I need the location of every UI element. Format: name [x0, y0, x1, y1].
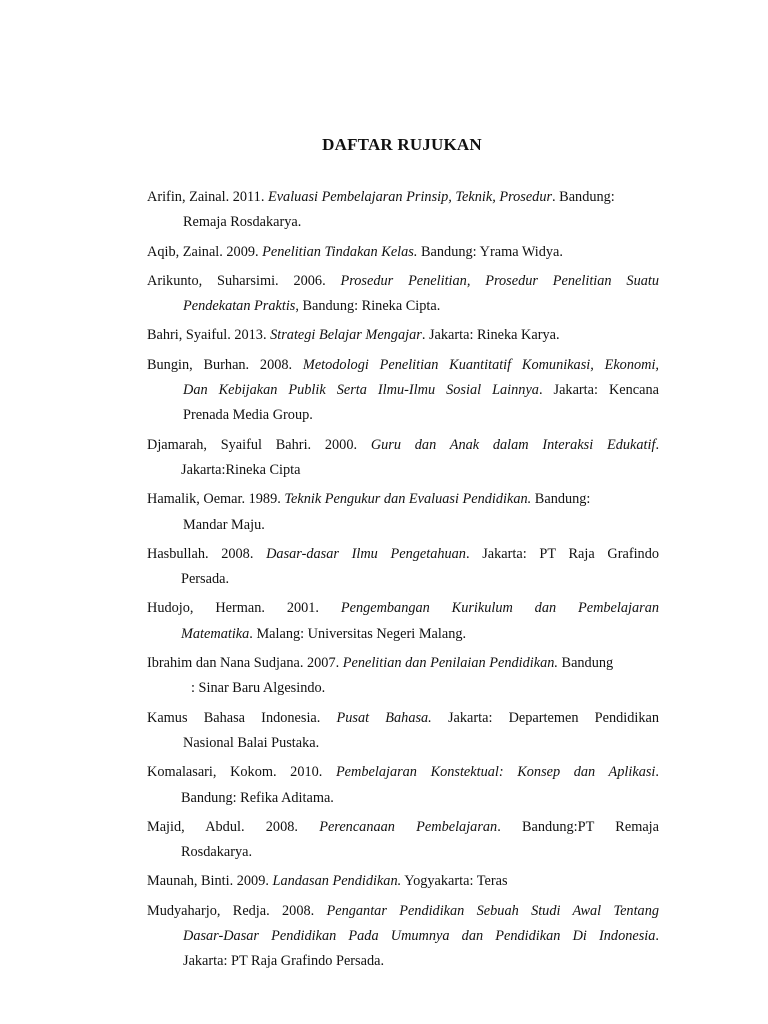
reference-title-text: Pusat Bahasa. [336, 709, 432, 726]
reference-line [147, 378, 659, 403]
reference-line [147, 786, 659, 811]
reference-text: Ibrahim dan Nana Sudjana. 2007. [147, 655, 343, 672]
reference-title-text: Pembelajaran Konstektual: Konsep dan Aplikasi [335, 764, 656, 781]
reference-text: Jakarta: Departemen Pendidikan [431, 709, 659, 726]
reference-title-text: Evaluasi Pembelajaran Prinsip, Teknik, Prosedur [267, 189, 553, 205]
reference-text: Arifin, Zainal. 2011. [147, 189, 268, 205]
reference-title-text: Prosedur Penelitian, Prosedur Penelitian Suatu [340, 272, 659, 289]
reference-text: Bandung [557, 655, 614, 672]
reference-title-text: Pengantar Pendidikan Sebuah Studi Awal Tentang [326, 902, 659, 919]
reference-text: Aqib, Zainal. 2009. [147, 243, 263, 260]
reference-text: Djamarah, Syaiful Bahri. 2000. [147, 436, 371, 453]
reference-text: Hamalik, Oemar. 1989. [147, 491, 285, 508]
reference-text: Nasional Balai Pustaka. [183, 734, 320, 751]
reference-title-text: Matematika [181, 625, 250, 642]
reference-line [147, 458, 659, 483]
reference-line [147, 210, 659, 235]
reference-text: Komalasari, Kokom. 2010. [147, 764, 336, 781]
reference-text: . [655, 436, 659, 453]
reference-entry [147, 815, 659, 866]
reference-line [147, 676, 659, 701]
reference-text: . Malang: Universitas Negeri Malang. [249, 625, 467, 642]
reference-line [147, 924, 659, 949]
reference-title-text: Dan Kebijakan Publik Serta Ilmu-Ilmu Sosial Lainnya [183, 382, 539, 399]
reference-title-text: Guru dan Anak dalam Interaksi Edukatif [370, 436, 656, 453]
reference-title-text: Perencanaan Pembelajaran [319, 818, 498, 835]
reference-entry [147, 323, 659, 348]
reference-line [147, 269, 659, 294]
reference-title-text: Dasar-dasar Ilmu Pengetahuan [266, 545, 466, 562]
reference-entry [147, 185, 659, 236]
reference-title-text: Pengembangan Kurikulum dan Pembelajaran [340, 600, 659, 617]
reference-line [147, 487, 659, 512]
reference-text: Jakarta:Rineka Cipta [181, 461, 301, 478]
reference-line [147, 706, 659, 731]
reference-entry [147, 269, 659, 320]
reference-entry [147, 487, 659, 538]
reference-text: Prenada Media Group. [183, 407, 313, 424]
reference-text: . [655, 764, 659, 781]
reference-entry [147, 353, 659, 429]
reference-title-text: Landasan Pendidikan. [272, 873, 402, 890]
reference-line [147, 353, 659, 378]
reference-line [147, 294, 659, 319]
reference-text: Maunah, Binti. 2009. [147, 873, 273, 890]
reference-line [147, 185, 659, 210]
reference-list [147, 185, 659, 979]
reference-entry [147, 899, 659, 975]
reference-entry [147, 760, 659, 811]
reference-text: Hudojo, Herman. 2001. [147, 600, 341, 617]
reference-text: . Bandung: [552, 189, 615, 205]
reference-text: Jakarta: PT Raja Grafindo Persada. [183, 953, 385, 970]
reference-text: Yogyakarta: Teras [401, 873, 508, 890]
reference-title-text: Pendekatan Praktis [183, 298, 296, 315]
reference-title-text: Metodologi Penelitian Kuantitatif Komunikasi, Ekonomi, [302, 356, 659, 373]
reference-entry [147, 433, 659, 484]
reference-line [147, 403, 659, 428]
reference-line [147, 596, 659, 621]
reference-line [147, 869, 659, 894]
reference-line [147, 240, 659, 265]
reference-entry [147, 869, 659, 894]
reference-text: . Jakarta: Rineka Karya. [421, 327, 560, 344]
reference-line [147, 622, 659, 647]
reference-line [147, 433, 659, 458]
reference-title-text: Strategi Belajar Mengajar [270, 327, 422, 344]
reference-title-text: Dasar-Dasar Pendidikan Pada Umumnya dan Pendidikan Di Indonesia [183, 928, 656, 945]
reference-line [147, 731, 659, 756]
reference-text: Remaja Rosdakarya. [183, 214, 302, 231]
reference-title-text: Teknik Pengukur dan Evaluasi Pendidikan. [284, 491, 532, 508]
reference-text: Bandung: Yrama Widya. [417, 243, 563, 260]
reference-title-text: Penelitian Tindakan Kelas. [262, 243, 418, 260]
reference-line [147, 567, 659, 592]
reference-text: Persada. [181, 571, 230, 588]
reference-entry [147, 651, 659, 702]
reference-line [147, 949, 659, 974]
reference-entry [147, 542, 659, 593]
reference-line [147, 840, 659, 865]
reference-text: Arikunto, Suharsimi. 2006. [147, 272, 341, 289]
reference-entry [147, 596, 659, 647]
reference-title-text: Penelitian dan Penilaian Pendidikan. [342, 655, 558, 672]
reference-line [147, 760, 659, 785]
reference-text: Mudyaharjo, Redja. 2008. [147, 902, 327, 919]
reference-line [147, 815, 659, 840]
reference-text: , Bandung: Rineka Cipta. [295, 298, 441, 315]
reference-text: . Jakarta: PT Raja Grafindo [465, 545, 659, 562]
reference-line [147, 651, 659, 676]
reference-text: . [655, 928, 659, 945]
reference-line [147, 899, 659, 924]
reference-line [147, 513, 659, 538]
reference-line [147, 323, 659, 348]
reference-text: Bahri, Syaiful. 2013. [147, 327, 271, 344]
page-title: DAFTAR RUJUKAN [322, 135, 482, 154]
reference-entry [147, 706, 659, 757]
reference-text: Mandar Maju. [183, 516, 265, 533]
reference-text: Bungin, Burhan. 2008. [147, 356, 303, 373]
reference-text: Majid, Abdul. 2008. [147, 818, 320, 835]
reference-text: Hasbullah. 2008. [147, 545, 267, 562]
reference-line [147, 542, 659, 567]
reference-text: Bandung: [531, 491, 591, 508]
reference-text: Bandung: Refika Aditama. [181, 789, 334, 806]
reference-text: : Sinar Baru Algesindo. [191, 680, 326, 697]
reference-entry [147, 240, 659, 265]
reference-text: . Bandung:PT Remaja [497, 818, 659, 835]
reference-text: Kamus Bahasa Indonesia. [147, 709, 337, 726]
reference-text: Rosdakarya. [181, 844, 253, 861]
reference-text: . Jakarta: Kencana [538, 382, 659, 399]
